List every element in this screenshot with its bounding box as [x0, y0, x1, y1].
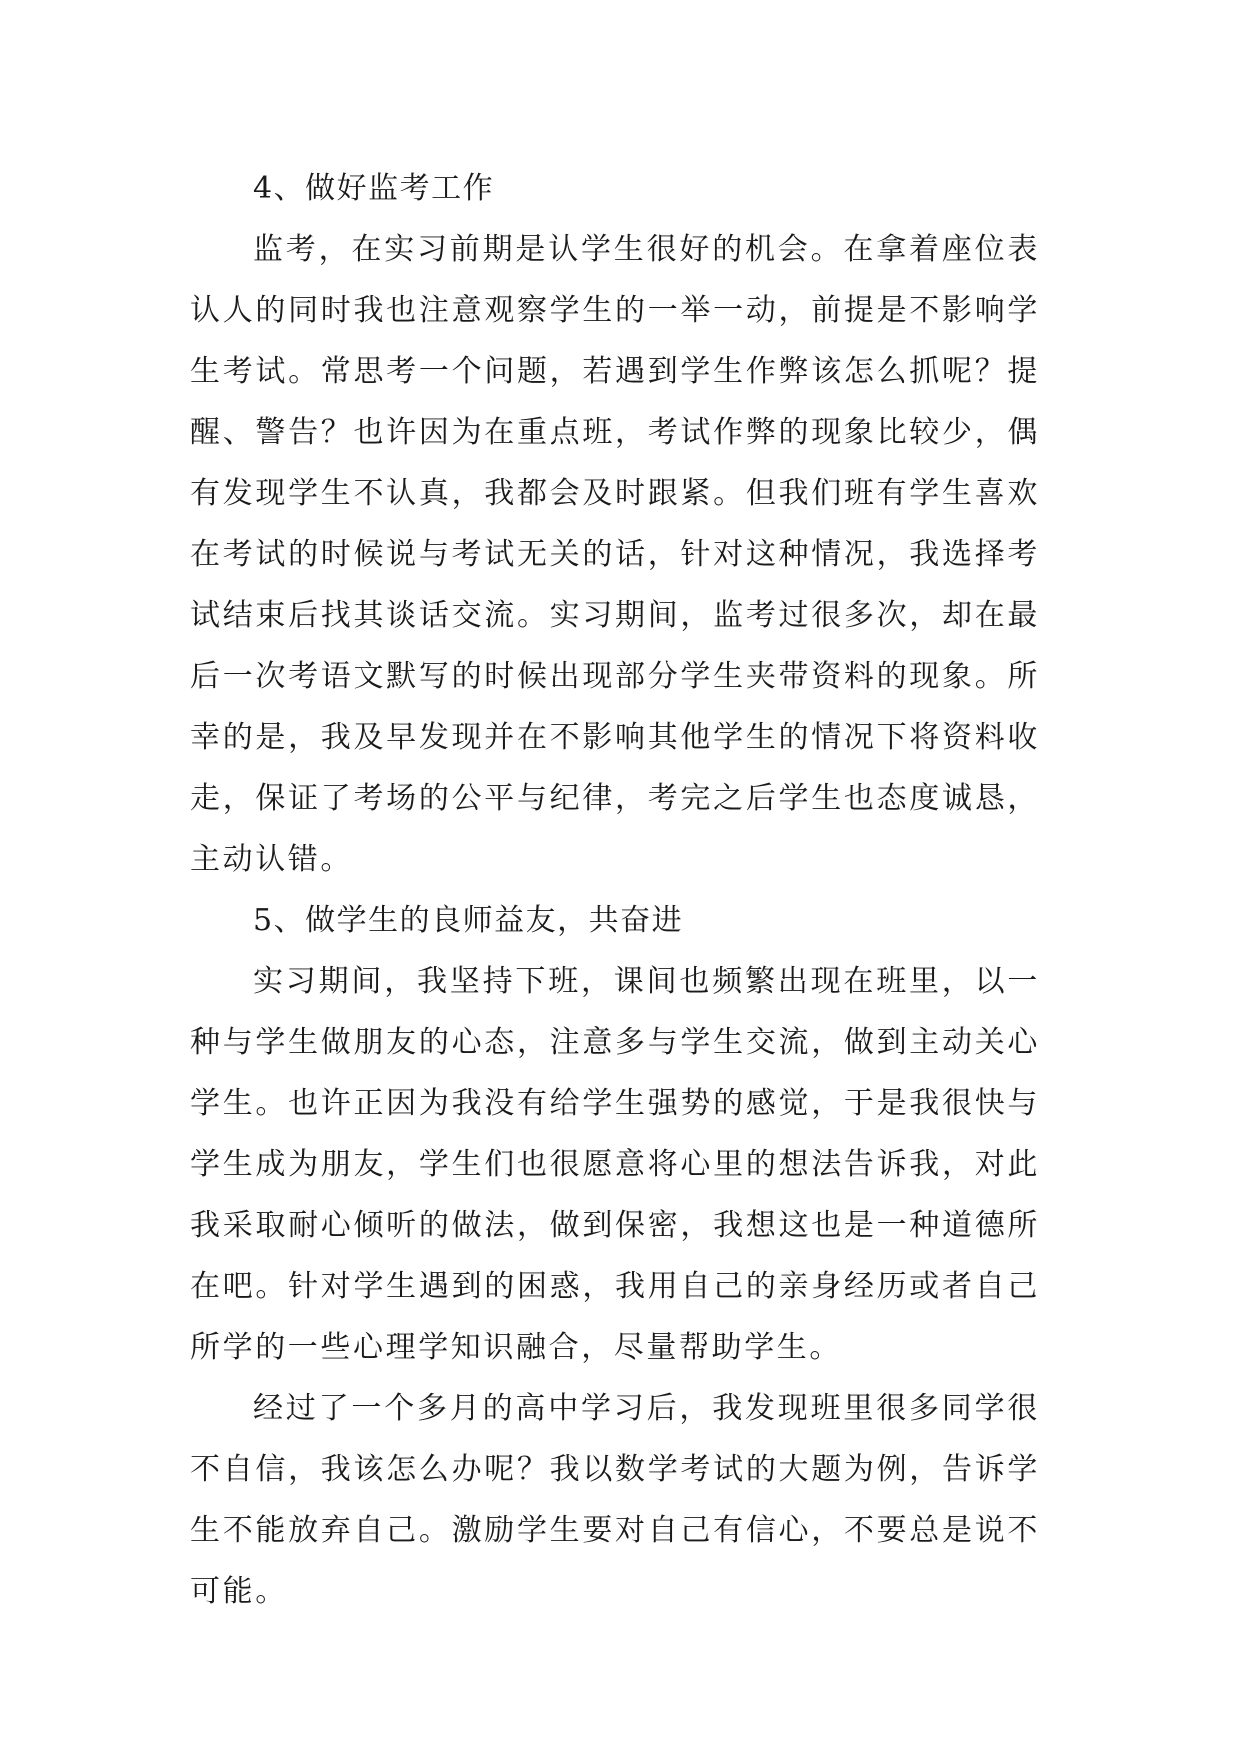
document-body	[190, 158, 1040, 1622]
section-5-paragraph-2: 经过了一个多月的高中学习后，我发现班里很多同学很不自信，我该怎么办呢？我以数学考试的大题为例，告诉学生不能放弃自己。激励学生要对自己有信心，不要总是说不可能。	[190, 1391, 1040, 1609]
section-4-paragraph: 监考，在实习前期是认学生很好的机会。在拿着座位表认人的同时我也注意观察学生的一举一动，前提是不影响学生考试。常思考一个问题，若遇到学生作弊该怎么抓呢？提醒、警告？也许因为在重点班，考试作弊的现象比较少，偶有发现学生不认真，我都会及时跟紧。但我们班有学生喜欢在考试的时候说与考试无关的话，针对这种情况，我选择考试结束后找其谈话交流。实习期间，监考过很多次，却在最后一次考语文默写的时候出现部分学生夹带资料的现象。所幸的是，我及早发现并在不影响其他学生的情况下将资料收走，保证了考场的公平与纪律，考完之后学生也态度诚恳，主动认错。	[190, 232, 1040, 877]
section-4-heading: 4、做好监考工作	[253, 171, 495, 206]
section-5-paragraph-1: 实习期间，我坚持下班，课间也频繁出现在班里，以一种与学生做朋友的心态，注意多与学生交流，做到主动关心学生。也许正因为我没有给学生强势的感觉，于是我很快与学生成为朋友，学生们也很愿意将心里的想法告诉我，对此我采取耐心倾听的做法，做到保密，我想这也是一种道德所在吧。针对学生遇到的困惑，我用自己的亲身经历或者自己所学的一些心理学知识融合，尽量帮助学生。	[190, 964, 1040, 1365]
section-5-heading: 5、做学生的良师益友，共奋进	[253, 903, 684, 938]
